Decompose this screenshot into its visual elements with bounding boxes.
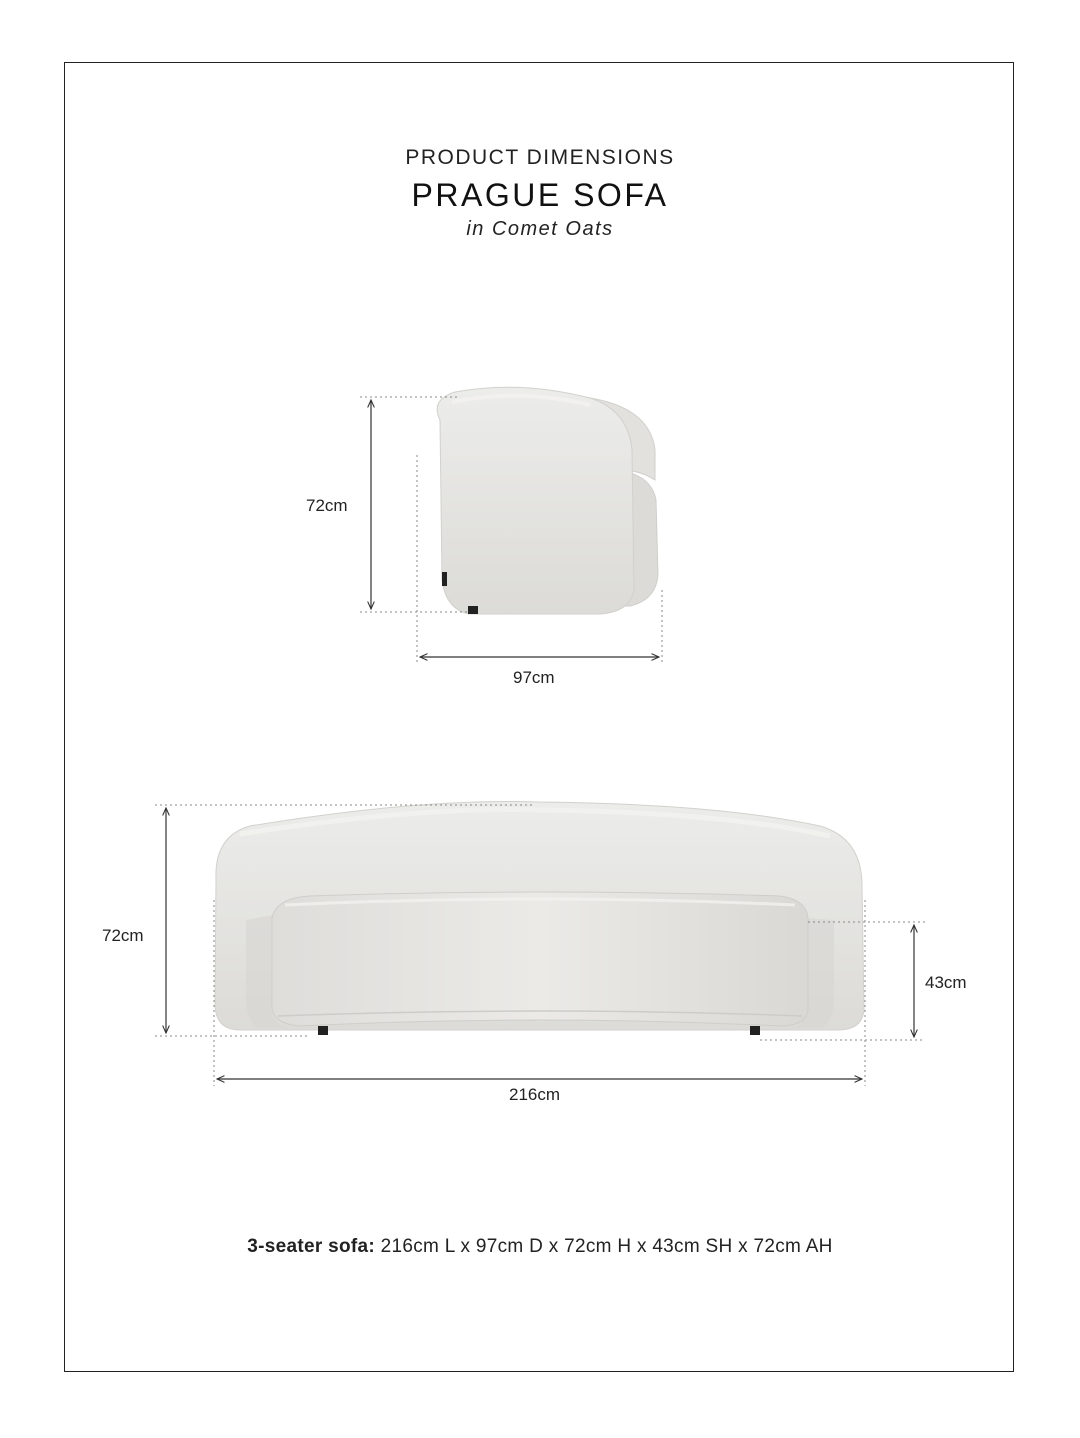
front-view-sofa xyxy=(215,802,864,1036)
front-seat-height-label: 43cm xyxy=(925,973,967,992)
side-depth-label: 97cm xyxy=(513,668,555,687)
side-view-sofa xyxy=(437,387,658,614)
section-kicker: PRODUCT DIMENSIONS xyxy=(405,146,675,169)
product-subtitle: in Comet Oats xyxy=(466,218,614,240)
spec-label: 3-seater sofa: xyxy=(247,1236,376,1257)
product-title: PRAGUE SOFA xyxy=(411,177,669,213)
spec-value: 216cm L x 97cm D x 72cm H x 43cm SH x 72cm AH xyxy=(380,1236,833,1257)
front-height-label: 72cm xyxy=(102,926,144,945)
spec-line xyxy=(0,1236,1080,1258)
side-height-label: 72cm xyxy=(306,496,348,515)
front-length-label: 216cm xyxy=(509,1085,561,1104)
